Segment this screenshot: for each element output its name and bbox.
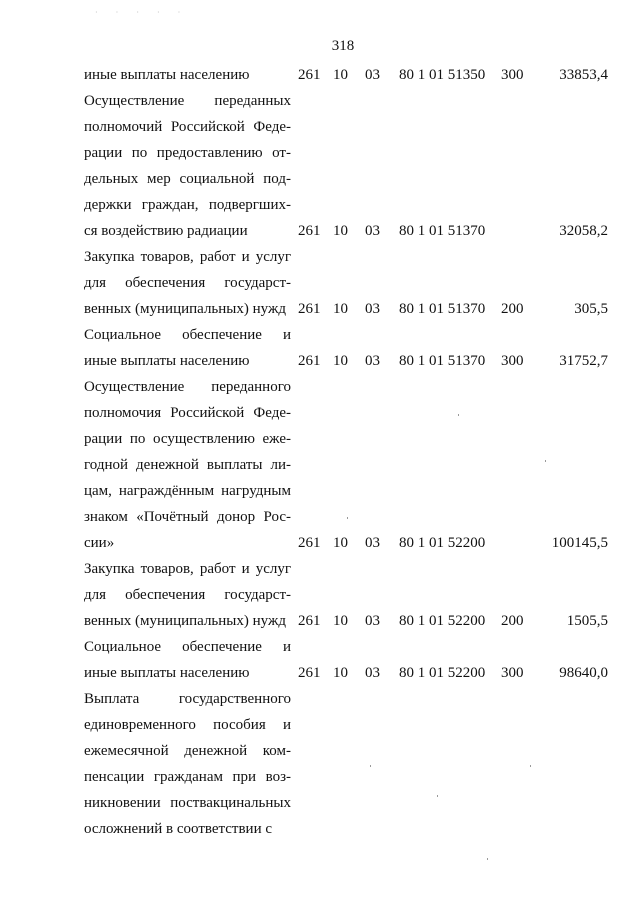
subsection-code: 03 — [365, 301, 380, 317]
description-line: полномочия Российской Феде- — [84, 405, 291, 421]
scan-artifact-marks: · · · · · — [95, 8, 189, 17]
section-code: 10 — [333, 353, 348, 369]
expense-type-code: 300 — [501, 665, 524, 681]
expense-type-code — [501, 218, 541, 244]
description-line: для обеспечения государст- — [84, 275, 291, 291]
description-line: Осуществление переданных — [84, 93, 291, 109]
expense-type-code: 200 — [501, 301, 524, 317]
section-code: 10 — [333, 223, 348, 239]
scan-speck — [530, 765, 531, 767]
description-line: Выплата государственного — [84, 691, 291, 707]
ministry-code: 261 — [298, 353, 321, 369]
description-line: Социальное обеспечение и — [84, 327, 291, 343]
description-line: знаком «Почётный донор Рос- — [84, 509, 291, 525]
description-line: венных (муниципальных) нужд — [84, 301, 286, 317]
amount-cell: 305,5 — [574, 301, 608, 317]
description-line: иные выплаты населению — [84, 353, 250, 369]
ministry-code: 261 — [298, 223, 321, 239]
subsection-code: 03 — [365, 67, 380, 83]
section-code — [329, 816, 361, 842]
description-line: Закупка товаров, работ и услуг — [84, 249, 291, 265]
item-description — [84, 556, 291, 634]
section-code: 10 — [333, 67, 348, 83]
amount-cell: 98640,0 — [559, 665, 608, 681]
description-line: ежемесячной денежной ком- — [84, 743, 291, 759]
expense-type-code — [501, 530, 541, 556]
table-row — [84, 556, 608, 634]
expense-type-code: 300 — [501, 353, 524, 369]
subsection-code: 03 — [365, 353, 380, 369]
ministry-code: 261 — [298, 67, 321, 83]
scan-speck — [437, 795, 438, 797]
scan-speck — [458, 414, 459, 416]
target-article-code — [395, 816, 501, 842]
section-code: 10 — [333, 665, 348, 681]
expense-type-code — [501, 816, 541, 842]
description-line: единовременного пособия и — [84, 717, 291, 733]
ministry-code: 261 — [298, 665, 321, 681]
table-row — [84, 686, 608, 842]
section-code: 10 — [333, 301, 348, 317]
section-code: 10 — [333, 613, 348, 629]
scan-speck — [487, 858, 488, 860]
description-line: Социальное обеспечение и — [84, 639, 291, 655]
amount-cell — [541, 816, 608, 842]
expense-type-code: 300 — [501, 67, 524, 83]
subsection-code: 03 — [365, 665, 380, 681]
amount-cell: 33853,4 — [559, 67, 608, 83]
target-article-code: 80 1 01 51370 — [399, 353, 486, 369]
scan-speck — [347, 517, 348, 519]
table-row — [84, 62, 608, 88]
amount-cell: 100145,5 — [551, 535, 608, 551]
item-description — [84, 322, 291, 374]
expense-type-code: 200 — [501, 613, 524, 629]
target-article-code: 80 1 01 52200 — [399, 665, 486, 681]
table-row — [84, 244, 608, 322]
ministry-code: 261 — [298, 301, 321, 317]
description-line: Осуществление переданного — [84, 379, 291, 395]
subsection-code: 03 — [365, 223, 380, 239]
target-article-code: 80 1 01 51370 — [399, 223, 486, 239]
description-line: Закупка товаров, работ и услуг — [84, 561, 291, 577]
description-line: никновении поствакцинальных — [84, 795, 291, 811]
description-line: цам, награждённым нагрудным — [84, 483, 291, 499]
target-article-code: 80 1 01 51370 — [399, 301, 486, 317]
description-line: пенсации гражданам при воз- — [84, 769, 291, 785]
page-number: 318 — [331, 38, 355, 54]
target-article-code: 80 1 01 52200 — [399, 535, 486, 551]
description-line: иные выплаты населению — [84, 67, 250, 83]
ministry-code — [291, 816, 329, 842]
scan-speck — [370, 765, 371, 767]
item-description — [84, 244, 291, 322]
description-line: осложнений в соответствии с — [84, 821, 273, 837]
description-line: полномочий Российской Феде- — [84, 119, 291, 135]
item-description — [84, 634, 291, 686]
description-line: для обеспечения государст- — [84, 587, 291, 603]
description-line: иные выплаты населению — [84, 665, 250, 681]
amount-cell: 1505,5 — [566, 613, 608, 629]
description-line: ся воздействию радиации — [84, 223, 248, 239]
amount-cell: 31752,7 — [559, 353, 608, 369]
description-line: держки граждан, подвергших- — [84, 197, 291, 213]
description-line: венных (муниципальных) нужд — [84, 613, 286, 629]
item-description — [84, 374, 291, 556]
description-line: сии» — [84, 535, 115, 551]
table-row — [84, 634, 608, 686]
scan-speck — [545, 460, 546, 462]
budget-table — [84, 62, 608, 842]
ministry-code: 261 — [298, 535, 321, 551]
description-line: рации по предоставлению от- — [84, 145, 291, 161]
table-row — [84, 88, 608, 244]
description-line: годной денежной выплаты ли- — [84, 457, 291, 473]
target-article-code: 80 1 01 52200 — [399, 613, 486, 629]
description-line: рации по осуществлению еже- — [84, 431, 291, 447]
subsection-code: 03 — [365, 613, 380, 629]
description-line: дельных мер социальной под- — [84, 171, 291, 187]
item-description — [84, 62, 291, 88]
subsection-code: 03 — [365, 535, 380, 551]
amount-cell: 32058,2 — [559, 223, 608, 239]
item-description — [84, 88, 291, 244]
table-row — [84, 322, 608, 374]
table-row — [84, 374, 608, 556]
subsection-code — [361, 816, 395, 842]
target-article-code: 80 1 01 51350 — [399, 67, 486, 83]
item-description — [84, 686, 291, 842]
ministry-code: 261 — [298, 613, 321, 629]
section-code: 10 — [333, 535, 348, 551]
